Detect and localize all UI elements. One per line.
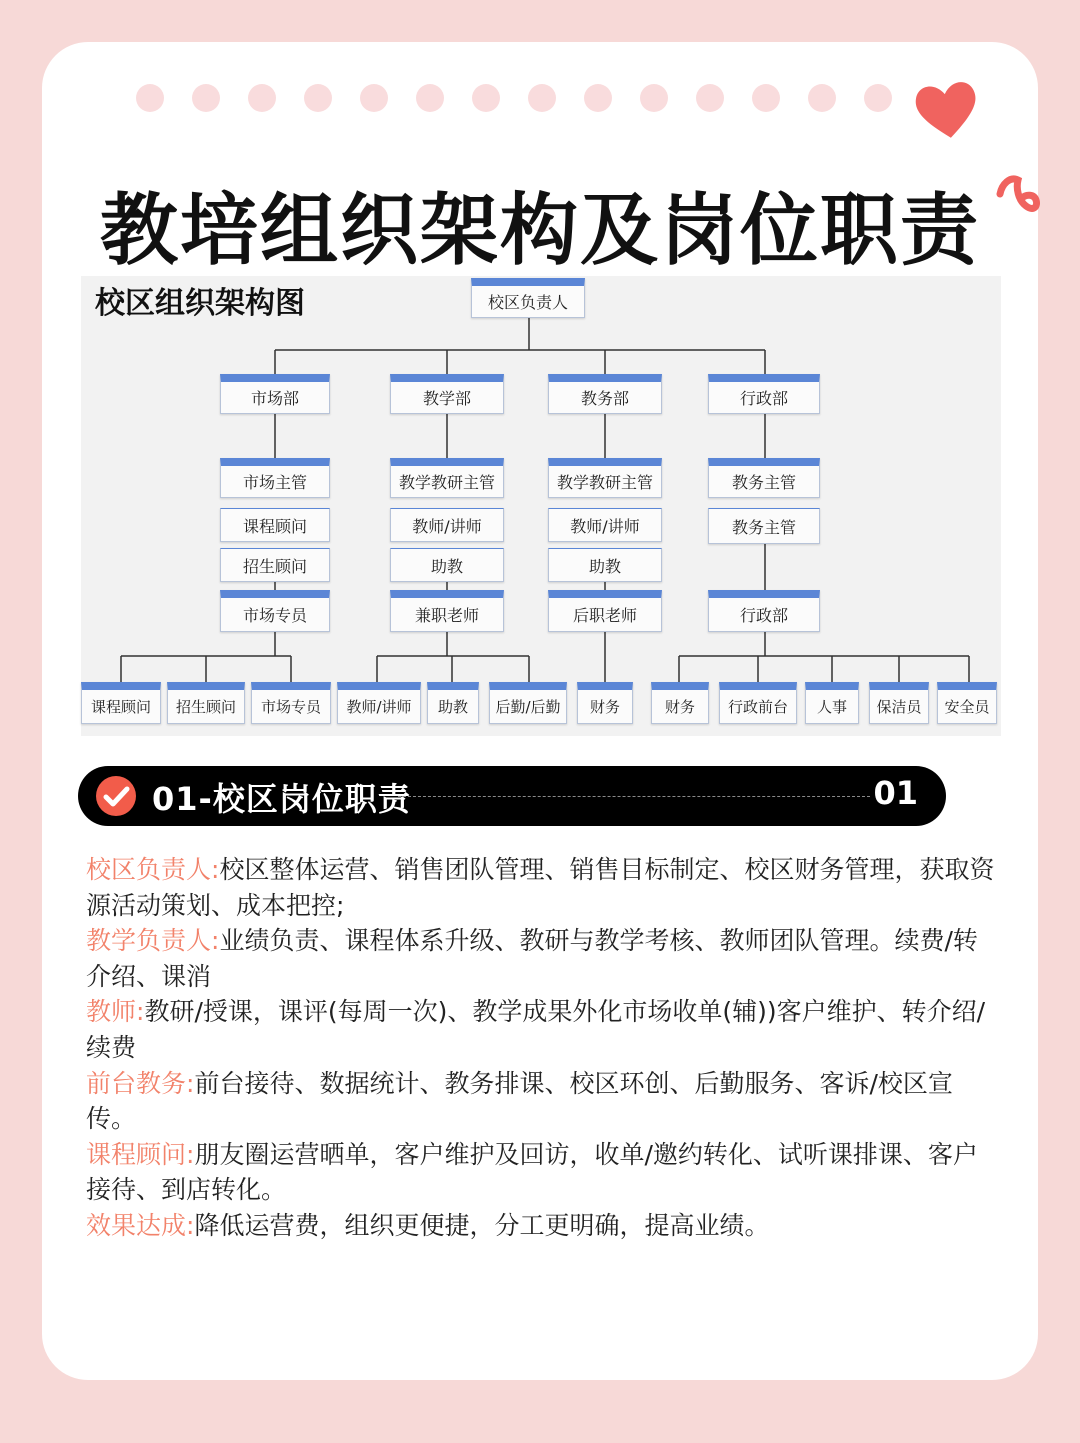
page-title: 教培组织架构及岗位职责	[99, 186, 980, 276]
duty-label: 校区负责人:	[86, 855, 220, 884]
duty-text: 朋友圈运营晒单，客户维护及回访，收单/邀约转化、试听课排课、客户接待、到店转化。	[86, 1139, 978, 1205]
dot	[752, 84, 780, 112]
duty-item	[86, 1208, 998, 1244]
duty-text: 前台接待、数据统计、教务排课、校区环创、后勤服务、客诉/校区宣传。	[86, 1068, 953, 1134]
duty-label: 前台教务:	[86, 1068, 195, 1098]
duty-item	[86, 1066, 998, 1137]
dot	[808, 84, 836, 112]
dot	[304, 84, 332, 112]
node-role: 市场主管	[220, 458, 330, 498]
dot	[136, 84, 164, 112]
node-role: 教师/讲师	[390, 508, 504, 542]
node-role: 行政部	[708, 590, 820, 632]
dot	[472, 84, 500, 112]
section-header	[78, 766, 946, 826]
node-department: 教务部	[548, 374, 662, 414]
node-root: 校区负责人	[471, 278, 585, 318]
duty-text: 校区整体运营、销售团队管理、销售目标制定、校区财务管理，获取资源活动策划、成本把控;	[86, 855, 995, 920]
duty-text: 业绩负责、课程体系升级、教研与教学考核、教师团队管理。续费/转介绍、课消	[86, 926, 978, 991]
org-chart	[81, 276, 1001, 736]
duty-label: 效果达成:	[86, 1210, 195, 1240]
dot	[528, 84, 556, 112]
duty-item	[86, 852, 998, 923]
dot	[640, 84, 668, 112]
node-role: 教师/讲师	[548, 508, 662, 542]
node-role: 助教	[390, 548, 504, 582]
dot	[416, 84, 444, 112]
node-role: 后职老师	[548, 590, 662, 632]
node-bottom: 教师/讲师	[337, 682, 421, 724]
node-role: 教务主管	[708, 508, 820, 544]
dot	[192, 84, 220, 112]
node-bottom: 招生顾问	[167, 682, 245, 724]
node-bottom: 助教	[427, 682, 479, 724]
node-bottom: 财务	[577, 682, 633, 724]
dot	[864, 84, 892, 112]
node-department: 行政部	[708, 374, 820, 414]
duty-text: 教研/授课，课评(每周一次)、教学成果外化市场收单(辅))客户维护、转介绍/续费	[86, 997, 986, 1062]
chart-title: 校区组织架构图	[95, 286, 305, 321]
duty-item	[86, 1137, 998, 1208]
node-bottom: 课程顾问	[81, 682, 161, 724]
connector-lines	[81, 276, 1001, 736]
duty-label: 课程顾问:	[86, 1139, 195, 1169]
duty-item	[86, 923, 998, 994]
heart-icon	[912, 78, 982, 142]
duty-text: 降低运营费，组织更便捷，分工更明确，提高业绩。	[194, 1210, 770, 1240]
section-number: 01	[873, 774, 918, 812]
dot	[584, 84, 612, 112]
node-role: 课程顾问	[220, 508, 330, 542]
node-bottom: 人事	[805, 682, 859, 724]
duty-item	[86, 994, 998, 1065]
node-role: 教务主管	[708, 458, 820, 498]
node-bottom: 安全员	[937, 682, 997, 724]
duty-label: 教师:	[86, 997, 145, 1027]
node-department: 市场部	[220, 374, 330, 414]
node-bottom: 后勤/后勤	[489, 682, 567, 724]
node-role: 招生顾问	[220, 548, 330, 582]
node-role: 教学教研主管	[390, 458, 504, 498]
node-role: 教学教研主管	[548, 458, 662, 498]
dot	[248, 84, 276, 112]
duty-label: 教学负责人:	[86, 926, 220, 956]
node-bottom: 市场专员	[251, 682, 331, 724]
node-role: 市场专员	[220, 590, 330, 632]
dot	[696, 84, 724, 112]
section-title: 01-校区岗位职责	[152, 780, 411, 818]
node-bottom: 财务	[651, 682, 709, 724]
check-icon	[96, 776, 136, 816]
node-department: 教学部	[390, 374, 504, 414]
section-divider	[398, 796, 870, 797]
node-bottom: 行政前台	[719, 682, 797, 724]
node-bottom: 保洁员	[869, 682, 929, 724]
node-role: 兼职老师	[390, 590, 504, 632]
node-role: 助教	[548, 548, 662, 582]
duties-list	[86, 852, 998, 1244]
dot	[360, 84, 388, 112]
